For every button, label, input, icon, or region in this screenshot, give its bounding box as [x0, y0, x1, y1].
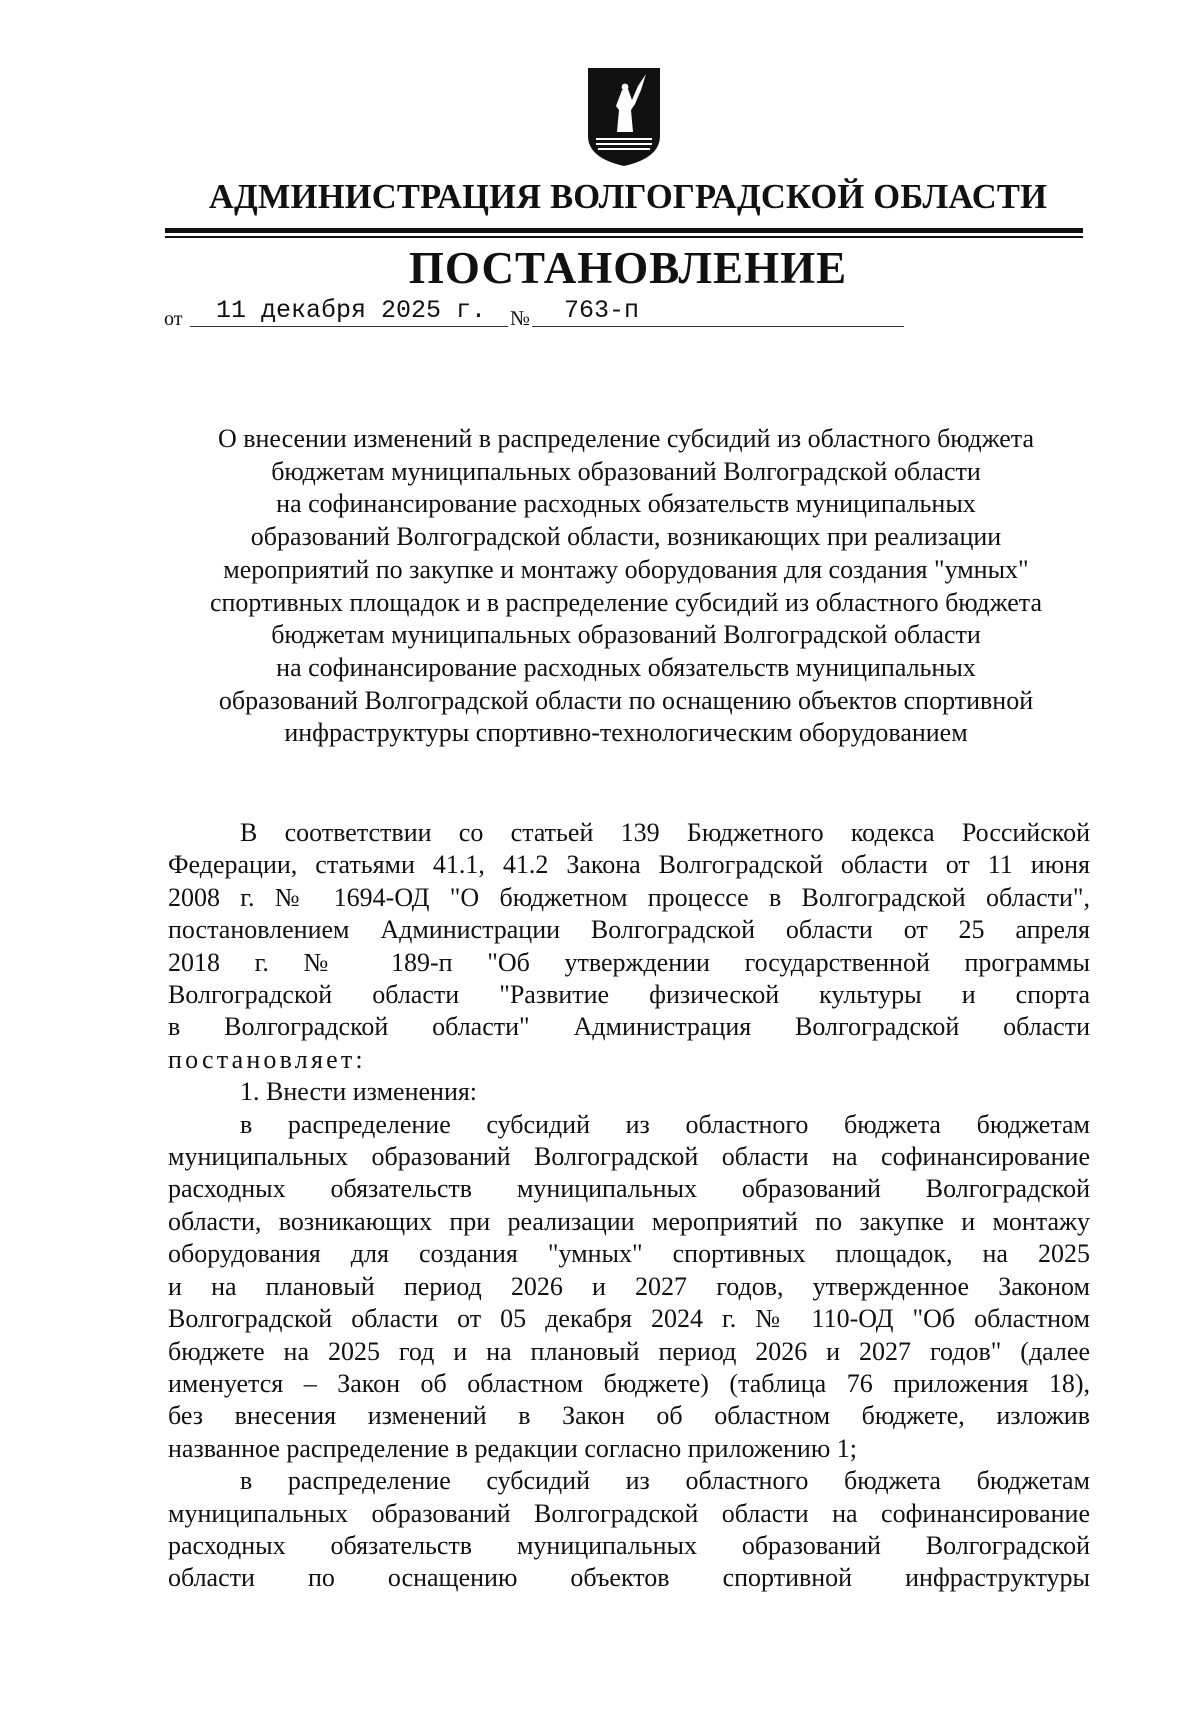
title-line: бюджетам муниципальных образований Волгоградской области [271, 456, 981, 486]
title-line: О внесении изменений в распределение субсидий из областного бюджета [217, 424, 1035, 453]
paragraph-b-line: муниципальных образований Волгоградской области на софинансирование [168, 1498, 1090, 1528]
paragraph-b-line: в распределение субсидий из областного бюджета бюджетам [240, 1466, 1090, 1496]
title-line: бюджетам муниципальных образований Волгоградской области [271, 620, 981, 650]
number-value: 763-п [564, 296, 640, 325]
paragraph-a-line: названное распределение в редакции согласно приложению 1; [168, 1433, 857, 1463]
title-line: образований Волгоградской области по оснащению объектов спортивной [218, 685, 1034, 715]
title-line: инфраструктуры спортивно-технологическим оборудованием [284, 718, 968, 748]
item-1: 1. Внести изменения: [240, 1077, 478, 1107]
volgograd-coat-of-arms-icon [586, 66, 662, 168]
paragraph-a-line: муниципальных образований Волгоградской области на софинансирование [168, 1142, 1090, 1172]
number-field [534, 296, 904, 327]
paragraph-a-line: именуется – Закон об областном бюджете) (таблица 76 приложения 18), [168, 1368, 1090, 1398]
header-rule-thin [165, 236, 1083, 238]
title-line: на софинансирование расходных обязательств муниципальных [276, 652, 976, 682]
header-rule-thick [165, 228, 1083, 233]
title-line: мероприятий по закупке и монтажу оборудования для создания "умных" [223, 554, 1029, 584]
preamble-line: постановлением Администрации Волгоградской области от 25 апреля [168, 915, 1090, 945]
paragraph-a-line: и на плановый период 2026 и 2027 годов, утвержденное Законом [168, 1271, 1090, 1301]
preamble-line: В соответствии со статьей 139 Бюджетного кодекса Российской [240, 818, 1090, 847]
paragraph-b-line: расходных обязательств муниципальных образований Волгоградской [168, 1530, 1090, 1560]
organization-title: АДМИНИСТРАЦИЯ ВОЛГОГРАДСКОЙ ОБЛАСТИ [208, 178, 1048, 216]
paragraph-a-line: без внесения изменений в Закон об областном бюджете, изложив [168, 1401, 1090, 1431]
paragraph-a-line: бюджете на 2025 год и на плановый период 2026 и 2027 годов" (далее [168, 1336, 1090, 1366]
from-label: от [164, 308, 183, 330]
resolves-word: постановляет: [168, 1044, 366, 1074]
paragraph-a-line: в распределение субсидий из областного бюджета бюджетам [240, 1109, 1090, 1139]
number-label: № [510, 306, 531, 330]
preamble-line: Федерации, статьями 41.1, 41.2 Закона Волгоградской области от 11 июня [168, 850, 1090, 880]
paragraph-a-line: Волгоградской области от 05 декабря 2024 г. № 110-ОД "Об областном [168, 1304, 1090, 1334]
document-title [160, 423, 1092, 750]
title-line: на софинансирование расходных обязательств муниципальных [276, 489, 976, 519]
preamble-line: 2008 г. № 1694-ОД "О бюджетном процессе в Волгоградской области", [168, 882, 1090, 912]
date-number-line [164, 296, 764, 332]
preamble-line: Волгоградской области "Развитие физической культуры и спорта [168, 980, 1090, 1010]
date-value: 11 декабря 2025 г. [216, 296, 487, 325]
title-line: спортивных площадок и в распределение субсидий из областного бюджета [209, 587, 1043, 617]
preamble-line: 2018 г. № 189-п "Об утверждении государственной программы [168, 947, 1090, 977]
paragraph-b-line: области по оснащению объектов спортивной инфраструктуры [168, 1563, 1090, 1593]
title-line: образований Волгоградской области, возникающих при реализации [250, 522, 1002, 552]
paragraph-a-line: расходных обязательств муниципальных образований Волгоградской [168, 1174, 1090, 1204]
paragraph-a-line: оборудования для создания "умных" спортивных площадок, на 2025 [168, 1239, 1090, 1269]
preamble-line: в Волгоградской области" Администрация Волгоградской области [168, 1012, 1090, 1042]
document-body [168, 817, 1090, 1595]
document-type: ПОСТАНОВЛЕНИЕ [408, 243, 848, 293]
paragraph-a-line: области, возникающих при реализации мероприятий по закупке и монтажу [168, 1206, 1090, 1236]
